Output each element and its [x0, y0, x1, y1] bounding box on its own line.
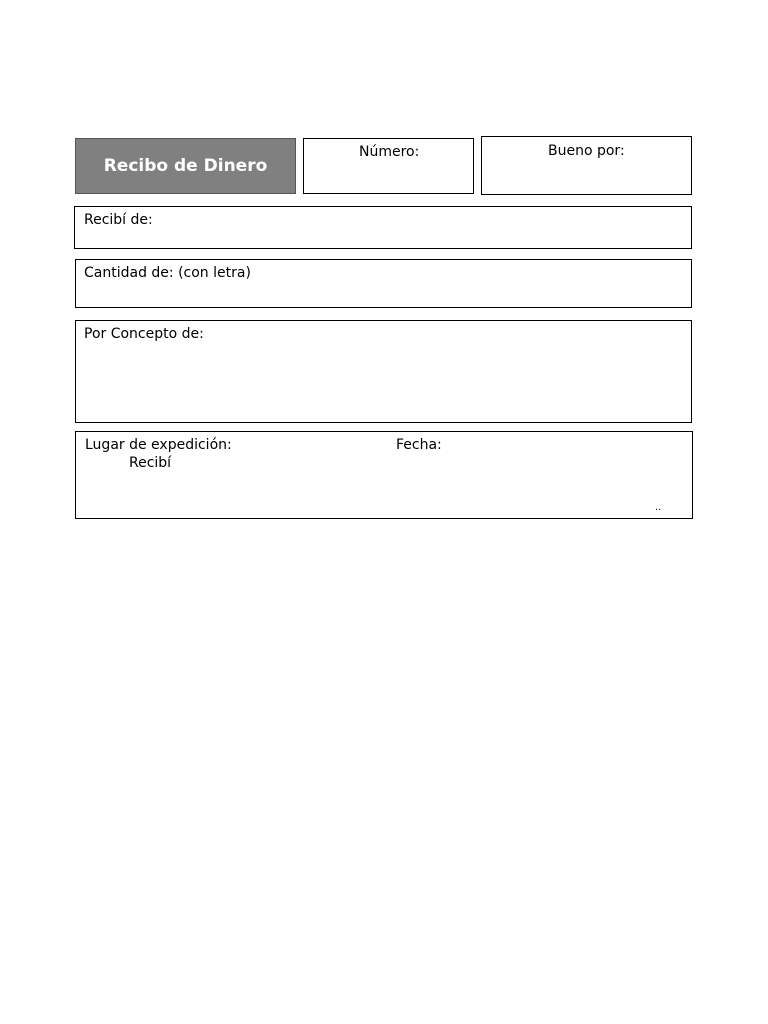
trailing-mark: .. — [655, 502, 662, 513]
recibi-label: Recibí — [129, 455, 172, 471]
recibi-de-label: Recibí de: — [84, 212, 153, 228]
receipt-title-box — [75, 138, 296, 194]
numero-field[interactable] — [303, 138, 474, 194]
concepto-label: Por Concepto de: — [84, 326, 204, 342]
cantidad-label: Cantidad de: (con letra) — [84, 265, 251, 281]
bueno-por-field[interactable] — [481, 136, 692, 195]
recibi-de-field[interactable] — [74, 206, 692, 249]
fecha-label: Fecha: — [396, 437, 442, 453]
concepto-field[interactable] — [75, 320, 692, 423]
lugar-fecha-section[interactable] — [75, 431, 693, 519]
receipt-title: Recibo de Dinero — [103, 156, 268, 176]
lugar-label: Lugar de expedición: — [85, 437, 232, 453]
numero-label: Número: — [359, 144, 420, 160]
bueno-por-label: Bueno por: — [548, 143, 625, 159]
cantidad-field[interactable] — [75, 259, 692, 308]
